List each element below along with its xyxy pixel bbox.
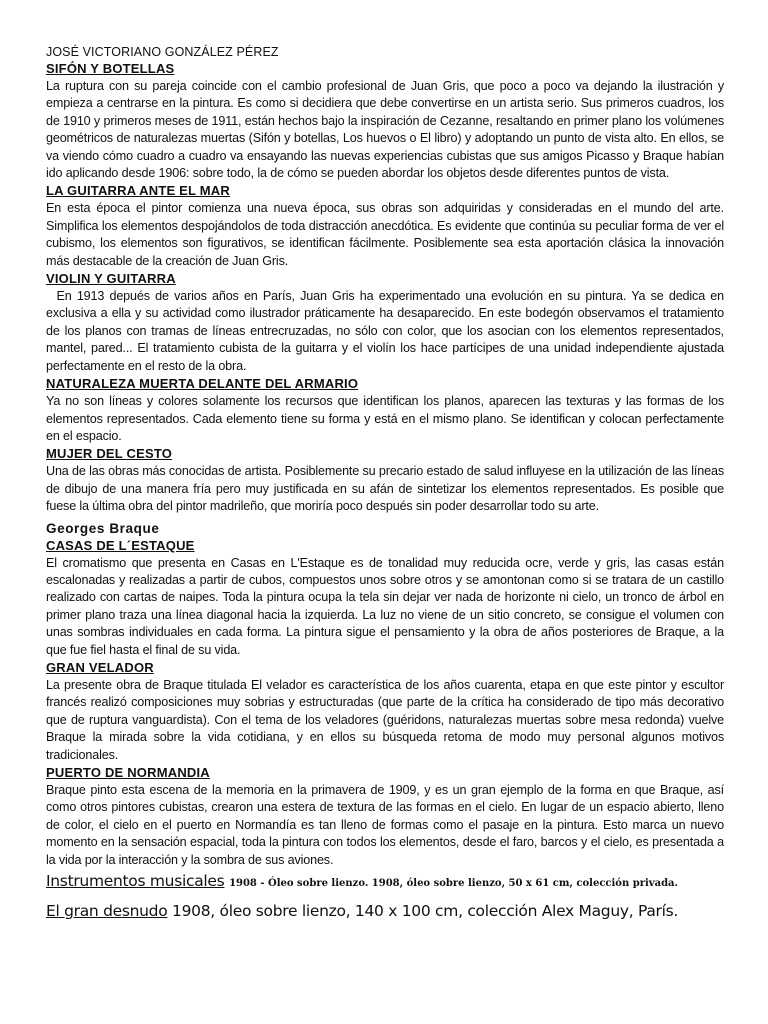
footer-line-gran-desnudo [46,901,724,921]
section-text-casas-estaque: El cromatismo que presenta en Casas en L'Estaque es de tonalidad muy reducida ocre, verde y gris, las casas están escalonadas y realizadas a partir de cubos, compuestos unos sobre otros y se amontonan como si se tratara de un castillo realizado con cartas de naipes. Toda la pintura ocupa la tela sin dejar ver nada de horizonte ni cielo, un tronco de árbol en primer plano traza una línea diagonal hacia la izquierda. La luz no viene de un sitio concreto, se consigue el volumen con unas sombras individuales en cada forma. La pintura sigue el pensamiento y la obra de años posteriores de Braque, a la que fue fiel hasta el final de su vida. [46,555,724,657]
section-text-gran-velador: La presente obra de Braque titulada El velador es característica de los años cuarenta, etapa en que este pintor y escultor francés realizó composiciones muy sobrias y estructuradas (que parte de la crítica ha considerado de tipo más decorativo que de ruptura vanguardista). Con el tema de los veladores (guéridons, naturalezas muertas sobre mesa redonda) vuelve Braque la mirada sobre la vida cotidiana, y en ellos su búsqueda retoma de modo muy personal algunos motivos tradicionales. [46,677,724,762]
document-page [46,44,728,921]
section-text-naturaleza-muerta: Ya no son líneas y colores solamente los recursos que identifican los planos, aparecen las texturas y las formas de los elementos representados. Cada elemento tiene su forma y está en el mismo plano. Se identifican y colocan perfectamente en el espacio. [46,394,724,443]
section-heading-guitarra-mar: LA GUITARRA ANTE EL MAR [46,183,230,199]
section-text-puerto-normandia: Braque pinto esta escena de la memoria en la primavera de 1909, y es un gran ejemplo de la forma en que Braque, así como otros pintores cubistas, crearon una estera de textura de las formas en el cielo. En lugar de un espacio abierto, lleno de color, el cielo en el puerto en Normandía es tan lleno de formas como el pasaje en la pintura. Esto marca un nuevo momento en la sensación espacial, toda la pintura con todos los elementos, desde el faro, barcos y el cielo, es presentada a la vida por la interacción y la sombra de sus aviones. [46,783,724,867]
section-heading-naturaleza-muerta: NATURALEZA MUERTA DELANTE DEL ARMARIO [46,376,359,392]
section-heading-casas-estaque: CASAS DE L´ESTAQUE [46,537,195,553]
section-text-sifon: La ruptura con su pareja coincide con el cambio profesional de Juan Gris, que poco a poco va dejando la ilustración y empieza a centrarse en la pintura. Es como si decidiera que debe convertirse en un artista serio. Sus primeros cuadros, los de 1910 y primeros meses de 1911, están hechos bajo la inspiración de Cezanne, resaltando en primer plano los volúmenes geométricos de naturalezas muertas (Sifón y botellas, Los huevos o El libro) y adoptando un punto de vista alto. En ellos, se va viendo cómo cuadro a cuadro va ensayando las nuevas experiencias cubistas que sus amigos Picasso y Braque habían ido aplicando desde 1906: sobre todo, la de cómo se pueden abordar los objetos desde diferentes puntos de vista. [46,79,724,181]
artist-heading-braque: Georges Braque [46,520,160,536]
section-heading-sifon: SIFÓN Y BOTELLAS [46,61,175,76]
section-heading-puerto-normandia: PUERTO DE NORMANDIA [46,765,210,780]
footer-detail-instrumentos: 1908 - Óleo sobre lienzo. 1908, óleo sobre lienzo, 50 x 61 cm, colección privada. [229,878,679,890]
footer-detail-gran-desnudo: 1908, óleo sobre lienzo, 140 x 100 cm, colección Alex Maguy, París. [167,902,679,921]
section-heading-gran-velador: GRAN VELADOR [46,659,154,675]
footer-line-instrumentos [46,871,724,894]
footer-title-instrumentos: Instrumentos musicales [46,872,225,891]
section-heading-violin-guitarra: VIOLIN Y GUITARRA [46,271,176,287]
section-heading-mujer-cesto: MUJER DEL CESTO [46,446,173,462]
section-text-guitarra-mar: En esta época el pintor comienza una nueva época, sus obras son adquiridas y consideradas en el mundo del arte. Simplifica los elementos despojándolos de toda distracción anecdótica. Es evidente que continúa su peculiar forma de ver el cubismo, los elementos son figurativos, se identifican fácilmente. Posiblemente sea esta aportación clásica la innovación más destacable de la creación de Juan Gris. [46,201,724,268]
author-name: JOSÉ VICTORIANO GONZÁLEZ PÉREZ [46,45,279,59]
footer-title-gran-desnudo: El gran desnudo [46,902,168,921]
section-text-mujer-cesto: Una de las obras más conocidas de artista. Posiblemente su precario estado de salud influyese en la utilización de las líneas de dibujo de una manera fría pero muy justificada en su afán de sintetizar los elementos representados. Es posible que fuese la última obra del pintor madrileño, que moriría poco después sin poder desarrollar todo su arte. [46,464,724,514]
section-text-violin-guitarra: En 1913 depués de varios años en París, Juan Gris ha experimentado una evolución en su pintura. Ya se dedica en exclusiva a ella y su actividad como ilustrador práticamente ha desaparecido. En este bodegón observamos el tratamiento de los planos con tramas de líneas entrecruzadas, no sólo con color, que los asocian con los elementos representados, mantel, pared... El tratamiento cubista de la guitarra y el violín los hace partícipes de una unidad independiente ajustada perfectamente en el resto de la obra. [46,289,728,373]
